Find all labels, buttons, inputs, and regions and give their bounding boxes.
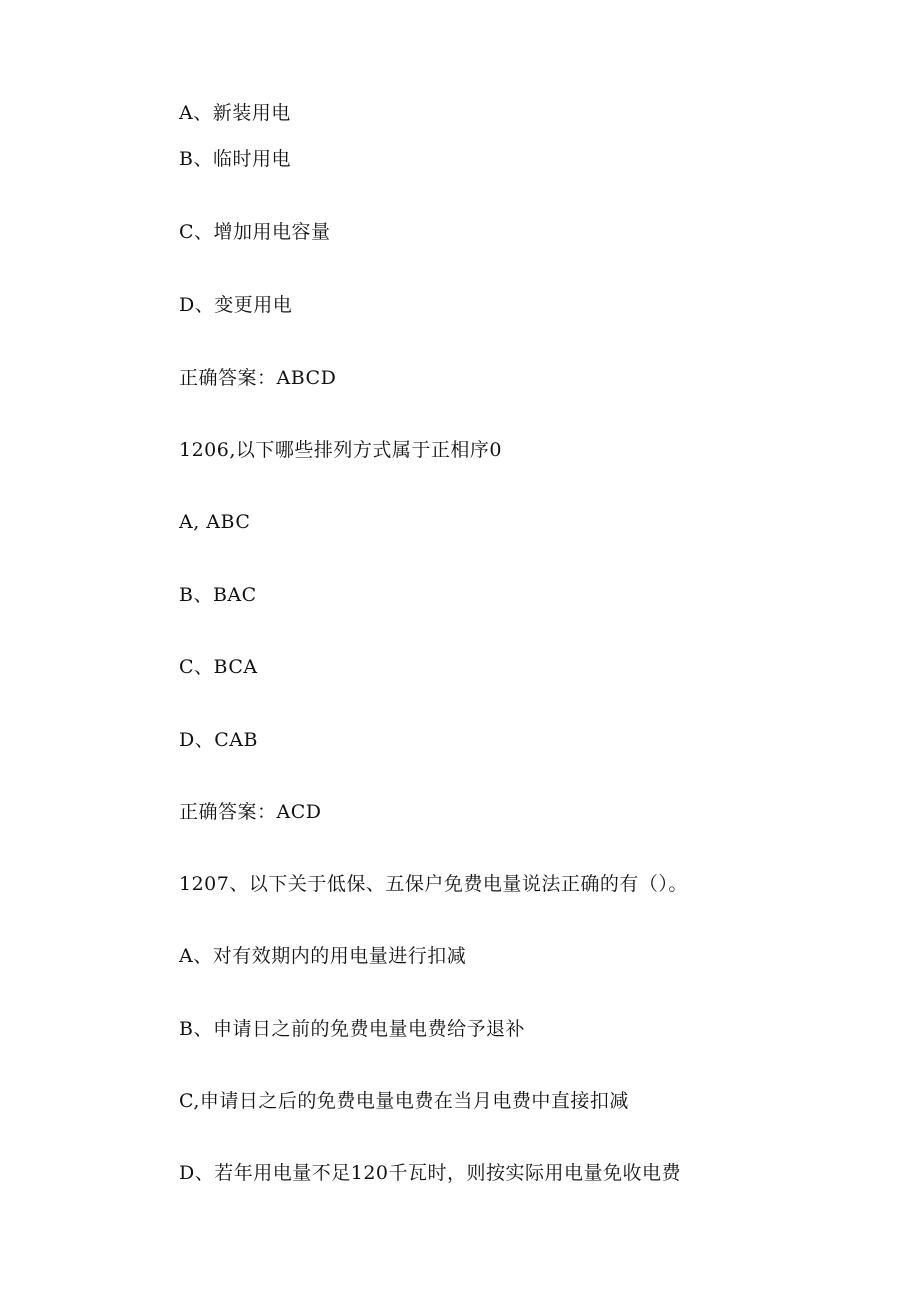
- option-c-capacity-increase: C、增加用电容量: [179, 221, 331, 243]
- question-1207: 1207、以下关于低保、五保户免费电量说法正确的有（）。: [179, 873, 688, 895]
- option-b-temporary: B、临时用电: [179, 148, 291, 170]
- option-b-refund-before-application: B、申请日之前的免费电量电费给予退补: [179, 1018, 525, 1040]
- option-a-abc: A, ABC: [179, 511, 251, 533]
- option-a-deduct-valid-period: A、对有效期内的用电量进行扣减: [179, 945, 467, 967]
- answer-label-1206: 正确答案：ACD: [179, 801, 322, 823]
- option-b-bac: B、BAC: [179, 584, 257, 606]
- answer-label-1205: 正确答案：ABCD: [179, 367, 337, 389]
- option-d-change-usage: D、变更用电: [179, 294, 293, 316]
- question-1206: 1206,以下哪些排列方式属于正相序0: [179, 439, 502, 461]
- option-d-cab: D、CAB: [179, 729, 258, 751]
- option-d-exempt-under-120kwh: D、若年用电量不足120千瓦时，则按实际用电量免收电费: [179, 1162, 681, 1184]
- option-c-deduct-after-application: C,申请日之后的免费电量电费在当月电费中直接扣减: [179, 1090, 629, 1112]
- option-a-new-install: A、新装用电: [179, 102, 291, 124]
- option-c-bca: C、BCA: [179, 656, 258, 678]
